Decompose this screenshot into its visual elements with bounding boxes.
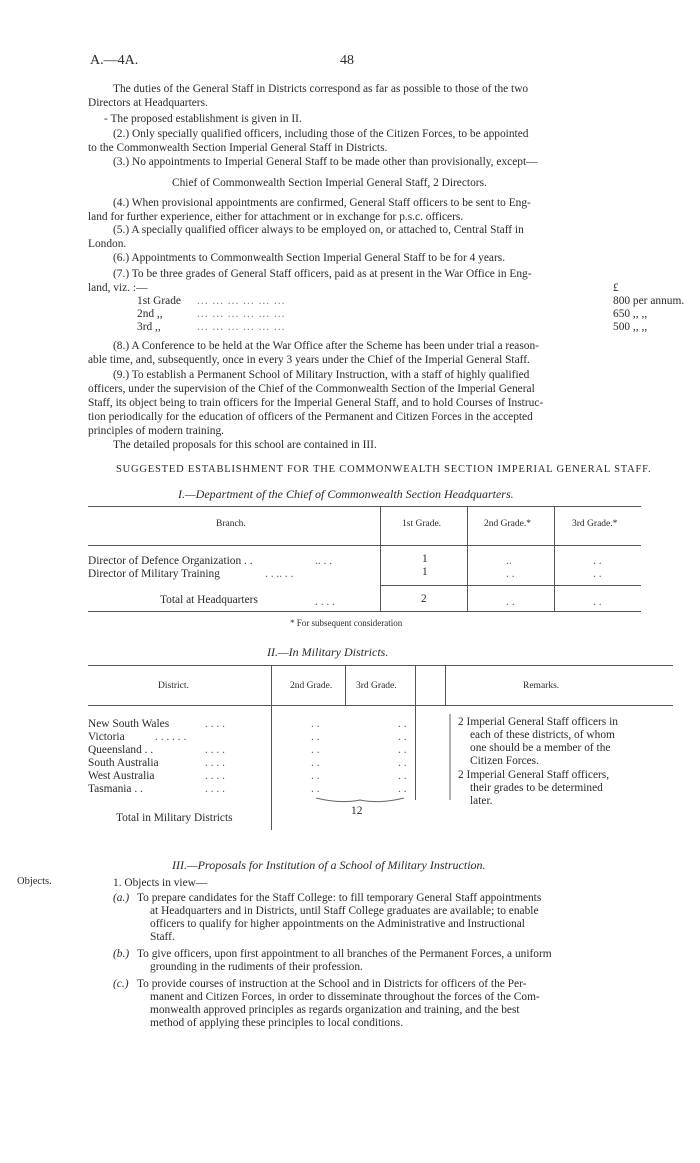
document-page: A.—4A. 48 The duties of the General Staff in Districts correspond as far as possible to those of the two Directors at Headquarters. - The proposed establishment is given in II. (2.) Only specially qualified officers, including those of the Citizen Forces, to be appointed to the Commonwealth Section Imperial General Staff in Districts. (3.) No appointments to Imperial General Staff to be made other than provisionally, except— Chief of Commonwealth Section Imperial General Staff, 2 Directors. (4.) When provisional appointments are confirmed, General Staff officers to be sent to Eng- land for further experience, either for attachment or in exchange for p.s.c. officers. (5.) A specially qualified officer always to be employed on, or attached to, Central Staff in London. (6.) Appointments to Commonwealth Section Imperial General Staff to be for 4 years. (7.) To be three grades of General Staff officers, paid as at present in the War Office in Eng- land, viz. :— £ 1st Grade ... ... ... ... ... ... 800 per annum. 2nd ,, ... ... ... ... ... ... 650 ,, ,, 3rd ,, ... ... ... ... ... ... 500 ,, ,, (8.) A Conference to be held at the War Office after the Scheme has been under trial a reason- able time, and, subsequently, once in every 3 years under the Chief of the Imperial General Staff. (9.) To establish a Permanent School of Military Instruction, with a staff of highly qualified officers, under the supervision of the Chief of the Commonwealth Section of the Imperial General Staff, its object being to train officers for the Imperial General Staff, and to hold Courses of Instruc- tion periodically for the education of officers of the Permanent and Citizen Forces in the accepted principles of modern training. The detailed proposals for this school are contained in III. SUGGESTED ESTABLISHMENT FOR THE COMMONWEALTH SECTION IMPERIAL GENERAL STAFF. I.—Department of the Chief of Commonwealth Section Headquarters. Branch. 1st Grade. 2nd Grade.* 3rd Grade.* Director of Defence Organization . . .. . . 1 .. . . Director of Military Training . . .. . . 1 . . . . Total at Headquarters . . . . 2 . . . . * For subsequent consideration II.—In Military Districts. District. 2nd Grade. 3rd Grade. Remarks. New South Wales . . . . . . . . Victoria . . . . . . . . . . Queensland . . . . . . . . . . South Australia . . . . . . . . West Australia . . . . . . . . Tasmania . . . . . . . . . . 12 Total in Military Districts 2 Imperial General Staff officers in each of these districts, of whom one should be a member of the Citizen Forces. 2 Imperial General Staff officers, their grades to be determined later. III.—Proposals for Institution of a School of Military Instruction. Objects. 1. Objects in view— (a.) To prepare candidates for the Staff College: to fill temporary General Staff appointments at Headquarters and in Districts, until Staff College graduates are available; to enable officers to qualify for higher appointments on the Administrative and Instructional Staff. (b.) To give officers, upon first appointment to all branches of the Permanent Forces, a uniform grounding in the rudiments of their profession. (c.) To provide courses of instruction at the School and in Districts for officers of the Per- manent and Citizen Forces, in order to disseminate throughout the forces of the Com- monwealth approved principles as regards organization and training, and the best method of applying these principles to local conditions. (0, 0, 700, 1163)
table-1-header-grade2: 2nd Grade.* (484, 519, 531, 529)
paragraph-7: (7.) To be three grades of General Staff officers, paid as at present in the War Office in Eng- land, viz. :— (88, 268, 532, 294)
table-2-header-remarks: Remarks. (523, 681, 560, 691)
establishment-note: - The proposed establishment is given in II. (104, 113, 302, 125)
objects-heading: 1. Objects in view— (113, 877, 208, 889)
currency-symbol: £ (613, 282, 619, 294)
table-1-header-grade3: 3rd Grade.* (572, 519, 618, 529)
table-1-header-grade1: 1st Grade. (402, 519, 442, 529)
table-2-header-grade3: 3rd Grade. (356, 681, 397, 691)
section-3-title: III.—Proposals for Institution of a School of Military Instruction. (172, 858, 486, 872)
paragraph-3: (3.) No appointments to Imperial General Staff to be made other than provisionally, except— (113, 156, 538, 168)
paragraph-3-exception: Chief of Commonwealth Section Imperial General Staff, 2 Directors. (172, 177, 487, 189)
grade-row-1: 1st Grade ... ... ... ... ... ... 800 per annum. (137, 295, 685, 307)
table-1-title: I.—Department of the Chief of Commonwealth Section Headquarters. (178, 487, 514, 501)
paragraph-8: (8.) A Conference to be held at the War Office after the Scheme has been under trial a reason- able time, and, subsequently, once in every 3 years under the Chief of the Imperial General Staff. (88, 340, 539, 366)
margin-note: Objects. (17, 876, 52, 887)
grade-row-2: 2nd ,, ... ... ... ... ... ... 650 ,, ,, (137, 308, 648, 320)
table-2-title: II.—In Military Districts. (267, 645, 389, 659)
table-2-header-district: District. (158, 681, 189, 691)
school-proposals-note: The detailed proposals for this school are contained in III. (113, 439, 377, 451)
intro-paragraph: The duties of the General Staff in Districts correspond as far as possible to those of the two Directors at Headquarters. (88, 83, 529, 109)
paragraph-6: (6.) Appointments to Commonwealth Section Imperial General Staff to be for 4 years. (113, 252, 506, 264)
paragraph-5: (5.) A specially qualified officer always to be employed on, or attached to, Central Staff in London. (88, 224, 524, 250)
table-1-header-branch: Branch. (216, 519, 246, 529)
paragraph-4: (4.) When provisional appointments are confirmed, General Staff officers to be sent to Eng- land for further experience, either for attachment or in exchange for p.s.c. officers. (88, 197, 531, 223)
paragraph-2: (2.) Only specially qualified officers, including those of the Citizen Forces, to be appointed to the Commonwealth Section Imperial General Staff in Districts. (88, 128, 529, 154)
establishment-heading: SUGGESTED ESTABLISHMENT FOR THE COMMONWEALTH SECTION IMPERIAL GENERAL STAFF. (116, 464, 652, 475)
table-2-header-grade2: 2nd Grade. (290, 681, 333, 691)
page-number: 48 (340, 53, 354, 68)
series-label: A.—4A. (90, 53, 139, 68)
table-2-total-value: 12 (351, 805, 363, 817)
grade-row-3: 3rd ,, ... ... ... ... ... ... 500 ,, ,, (137, 321, 648, 333)
remarks-brace (447, 712, 457, 804)
table-1-footnote: * For subsequent consideration (290, 618, 403, 628)
table-2-total-label: Total in Military Districts (116, 812, 233, 824)
paragraph-9: (9.) To establish a Permanent School of Military Instruction, with a staff of highly qualified officers, under the supervision of the Chief of the Commonwealth Section of the Imperial General Staff, its object being to train officers for the Imperial General Staff, and to hold Courses of Instruc- tion periodically for the education of officers of the Permanent and Citizen Forces in the accepted principles of modern training. (88, 369, 544, 437)
